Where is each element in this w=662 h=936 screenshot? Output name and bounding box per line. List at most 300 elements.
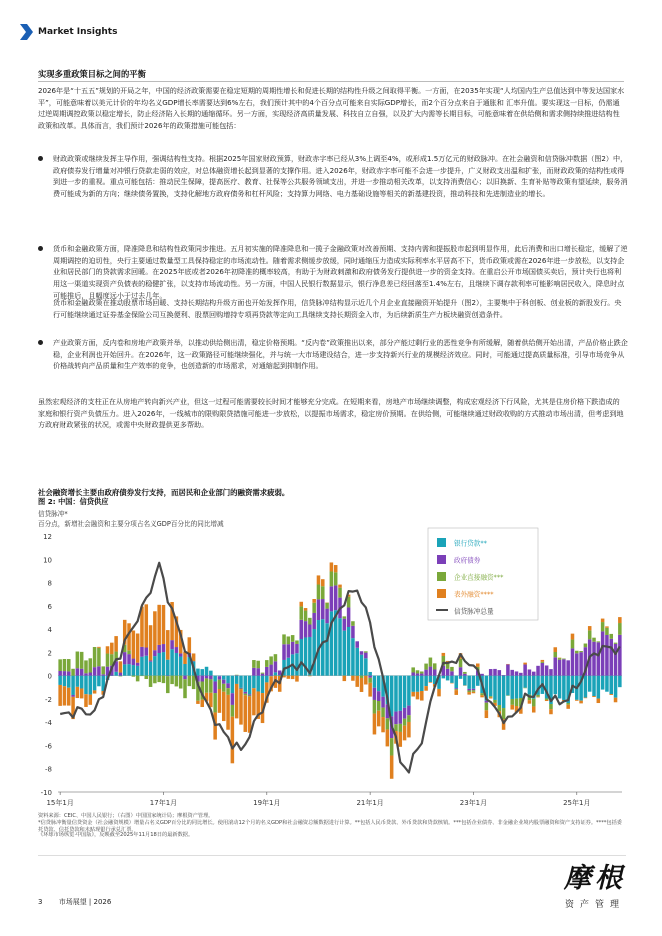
bar-corp [381, 708, 385, 717]
bar-offbs [239, 689, 243, 725]
bar-offbs [407, 722, 411, 737]
bar-offbs [252, 688, 256, 715]
bar-bank [200, 669, 204, 676]
bar-bank [149, 662, 153, 676]
chevron-right-icon [18, 22, 34, 42]
bar-offbs [489, 697, 493, 698]
y-tick-label: 6 [47, 602, 52, 611]
bar-corp [63, 659, 67, 671]
bar-gov [205, 676, 209, 679]
bar-gov [127, 654, 131, 664]
bar-gov [347, 607, 351, 627]
bar-offbs [222, 692, 226, 721]
bar-offbs [106, 646, 110, 653]
bar-bank [554, 676, 558, 695]
bar-corp [459, 659, 463, 667]
bar-offbs [528, 700, 532, 704]
bar-offbs [454, 690, 458, 695]
bar-corp [605, 628, 609, 635]
bar-corp [575, 651, 579, 654]
bar-bank [498, 676, 502, 705]
bar-corp [390, 738, 394, 755]
legend-swatch-offbs [437, 589, 446, 598]
bar-offbs [592, 696, 596, 697]
bar-bank [269, 676, 273, 677]
section-divider [38, 81, 624, 82]
y-tick-label: 12 [43, 533, 52, 541]
bar-bank [222, 676, 226, 680]
bar-gov [381, 697, 385, 708]
bar-corp [231, 705, 235, 717]
bar-corp [618, 623, 622, 635]
bar-corp [312, 603, 316, 613]
bar-gov [446, 669, 450, 676]
bar-offbs [355, 676, 359, 687]
bar-corp [244, 694, 248, 696]
bar-bank [416, 676, 420, 692]
bar-bank [588, 676, 592, 692]
bar-gov [175, 647, 179, 653]
bar-corp [58, 659, 62, 671]
bar-corp [334, 572, 338, 585]
bar-offbs [235, 684, 239, 718]
bar-corp [317, 584, 321, 599]
y-tick-label: 10 [43, 556, 52, 565]
bar-bank [515, 676, 519, 699]
bar-bank [299, 639, 303, 676]
bar-gov [399, 711, 403, 724]
bar-gov [321, 599, 325, 619]
bar-corp [416, 670, 420, 673]
bar-corp [218, 680, 222, 689]
bar-bank [343, 631, 347, 676]
bar-gov [601, 631, 605, 675]
bar-offbs [248, 697, 252, 733]
bar-offbs [317, 575, 321, 584]
bar-corp [549, 704, 553, 709]
bar-bank [360, 655, 364, 676]
bar-offbs [110, 643, 114, 655]
bar-offbs [136, 633, 140, 662]
bar-bank [454, 676, 458, 689]
bar-gov [274, 661, 278, 672]
bar-corp [338, 588, 342, 598]
bar-bank [601, 676, 605, 690]
bar-gov [373, 688, 377, 700]
bar-gov [136, 663, 140, 666]
bar-gov [84, 673, 88, 675]
bar-gov [420, 674, 424, 676]
bar-offbs [63, 686, 67, 705]
bar-offbs [244, 695, 248, 732]
bar-gov [287, 644, 291, 658]
bar-corp [472, 690, 476, 691]
bar-corp [493, 700, 497, 703]
legend-label-pulse: 信贷脉冲总量 [454, 607, 494, 616]
bar-gov [411, 672, 415, 675]
x-tick-label: 19年1月 [253, 799, 281, 807]
bar-offbs [411, 692, 415, 697]
bar-corp [592, 638, 596, 642]
bar-bank [226, 676, 230, 684]
bar-corp [261, 673, 265, 674]
bar-offbs [58, 685, 62, 706]
bullet-text: 产业政策方面，反内卷和房地产政策并举，以推动供给侧出清，稳定价格预期。“反内卷”政策推出以来，部分产能过剩行业的恶性竞争有所缓解，随着供给侧开始出清，产品价格止跌企稳，企业利润也开始回升。在2026年，这一政策路径可能继续强化，并与统一大市场建设结合，进一步支持新兴行业的规模经济效应。同时，可能通过提高质量标准，引导市场竞争从价格战转向产品质量和生产效率的竞争，也创造新的市场需求，对通缩起到抑制作用。 [53, 338, 628, 371]
bar-gov [450, 671, 454, 675]
bar-corp [502, 708, 506, 719]
bar-bank [265, 676, 269, 683]
bar-offbs [429, 682, 433, 683]
bar-corp [226, 688, 230, 695]
bar-bank [614, 676, 618, 698]
bar-corp [299, 606, 303, 619]
bar-offbs [618, 617, 622, 623]
bar-offbs [132, 631, 136, 659]
bar-corp [183, 679, 187, 698]
bar-corp [269, 656, 273, 664]
bar-gov [256, 668, 260, 675]
bar-offbs [584, 698, 588, 699]
bar-gov [429, 667, 433, 676]
bar-corp [274, 654, 278, 661]
bar-gov [261, 674, 265, 676]
bar-bank [256, 676, 260, 692]
bar-bank [170, 649, 174, 675]
bar-bank [295, 653, 299, 675]
bar-bank [450, 676, 454, 683]
bar-gov [472, 689, 476, 690]
bar-gov [325, 609, 329, 624]
bar-gov [355, 641, 359, 648]
bar-offbs [536, 697, 540, 698]
bullet-text: 货币和金融政策方面，降准降息和结构性政策同步推进。五月初实施的降准降息和一揽子金融政策对改善预期、支持内需和提振股市起到明显作用，此后消费和出口增长稳定，缓解了逆周期调控的迫切性，央行主要通过数量型工具保持稳定的市场流动性。随着需求侧缓步放缓，同时通缩压力造成实际利率水平居高不下，货币政策或需在2026年进一步放松，以支持企业和居民部门的贷款需求回暖。在2025年底或者2026年初降准的概率较高，有助于为财政刺激和政府债务发行提供进一步的资金支持。在重启公开市场国债买卖后，预计央行也将利用这一渠道实现资产负债表的稳健扩张，以支持市场流动性。另一方面，中国人民银行数据显示，银行净息差已经回落至1.4%左右，且继续下调存款利率可能影响居民收入，降息时点可能推后，且幅度远小于过去几年。 [53, 244, 628, 300]
bar-offbs [605, 626, 609, 627]
x-tick-label: 25年1月 [563, 799, 591, 807]
bar-gov [407, 706, 411, 716]
bar-gov [575, 653, 579, 675]
bar-corp [213, 693, 217, 712]
bar-gov [63, 671, 67, 676]
chart-unit-line2: 百分点，新增社会融资和主要分项占名义GDP百分比的同比增减 [38, 520, 224, 528]
bar-bank [71, 676, 75, 695]
bar-bank [132, 665, 136, 676]
bar-gov [222, 680, 226, 684]
bar-gov [170, 640, 174, 649]
legend-label-offbs: 表外融资**** [454, 590, 494, 599]
bar-corp [480, 693, 484, 695]
bar-gov [89, 672, 93, 675]
bar-offbs [545, 700, 549, 701]
bar-corp [71, 669, 75, 676]
bar-gov [351, 626, 355, 638]
bar-corp [467, 690, 471, 692]
bar-bank [411, 676, 415, 692]
bar-bank [144, 656, 148, 676]
bar-bank [84, 676, 88, 695]
bar-gov [558, 660, 562, 676]
x-tick-label: 17年1月 [149, 799, 178, 807]
bar-bank [355, 648, 359, 676]
bar-gov [614, 644, 618, 676]
legend-label-gov: 政府债券 [454, 556, 481, 565]
bar-gov [545, 665, 549, 675]
bar-offbs [442, 653, 446, 656]
bar-corp [248, 695, 252, 696]
bullet-text: 财政政策或继续发挥主导作用，强调结构性支持。根据2025年国家财政预算，财政赤字率已经从3%上调至4%，或形成1.5万亿元的财政脉冲。在社会融资和信贷脉冲数据（图2）中，政府债券发行增量对冲银行贷款走弱的效应，对总体融资增长起到显著的支撑作用。进入2026年，财政赤字率可能不会进一步提升，广义财政支出温和扩张，而财政政策的结构性或得到进一步的重视。重点可能包括：推动民生保障，提高医疗、教育、社保等公共服务领域支出，并进一步推动相关改革，以支持消费信心；以旧换新、生育补贴等政策有望延续，服务消费可能成为新的方向；继续债务置换，支持化解地方政府债务和杠杆风险；支持算力网络、电力基础设施等相关的新基建投资，推动科技和先进制造业的增长。 [53, 154, 628, 199]
bar-bank [407, 676, 411, 706]
bar-corp [343, 616, 347, 618]
bar-offbs [609, 694, 613, 695]
y-tick-label: 2 [47, 649, 52, 658]
bar-bank [364, 658, 368, 675]
legend-label-bank: 银行贷款** [454, 539, 487, 548]
publication-note: 《环球市场纵览·中国版》，反映截至2025年11月18日的最新数据。 [38, 832, 194, 838]
header [18, 22, 117, 42]
bar-corp [304, 611, 308, 622]
bar-corp [601, 622, 605, 631]
bar-corp [222, 684, 226, 692]
y-tick-label: 0 [47, 672, 52, 681]
bar-gov [454, 688, 458, 689]
bar-bank [510, 676, 514, 699]
bar-bank [338, 618, 342, 675]
bar-offbs [157, 605, 161, 645]
bar-corp [67, 659, 71, 671]
bar-corp [84, 660, 88, 673]
bar-corp [93, 647, 97, 667]
bar-bank [403, 676, 407, 708]
chart-unit-line1: 信贷脉冲* [38, 510, 68, 518]
bar-offbs [188, 637, 192, 653]
bar-corp [545, 698, 549, 699]
bar-offbs [601, 619, 605, 623]
bar-gov [252, 668, 256, 676]
bar-bank [252, 676, 256, 689]
bar-offbs [360, 678, 364, 692]
y-tick-label: -2 [45, 695, 52, 704]
bar-offbs [351, 676, 355, 681]
bar-offbs [588, 626, 592, 630]
bar-offbs [144, 604, 148, 647]
bar-corp [571, 640, 575, 649]
bar-bank [562, 676, 566, 700]
bar-offbs [312, 599, 316, 603]
bar-gov [368, 676, 372, 678]
bar-gov [71, 695, 75, 697]
bar-corp [360, 676, 364, 678]
bar-bank [114, 672, 118, 676]
legend-swatch-corp [437, 572, 446, 581]
bar-offbs [343, 676, 347, 681]
chart-heading: 社会融资增长主要由政府债券发行支持，而居民和企业部门的融资需求疲弱。 [38, 488, 290, 497]
bar-bank [80, 676, 84, 689]
bar-gov [162, 644, 166, 652]
header-title: Market Insights [38, 27, 118, 37]
bar-corp [175, 676, 179, 687]
bar-bank [89, 676, 93, 695]
bar-bank [368, 672, 372, 676]
bar-gov [278, 670, 282, 675]
x-tick-label: 21年1月 [356, 799, 384, 807]
bar-bank [235, 676, 239, 684]
bar-bank [67, 676, 71, 688]
bar-corp [541, 662, 545, 663]
bar-gov [67, 671, 71, 675]
bar-bank [261, 676, 265, 693]
bar-corp [205, 678, 209, 692]
bar-offbs [89, 695, 93, 705]
bar-offbs [209, 693, 213, 707]
bar-offbs [575, 700, 579, 701]
bar-bank [157, 653, 161, 676]
bar-offbs [226, 695, 230, 730]
bar-corp [136, 676, 140, 682]
bar-offbs [554, 647, 558, 652]
bar-gov [502, 675, 506, 676]
bar-gov [605, 635, 609, 676]
definition-note: *信贷脉冲衡量信贷资金（社会融资规模）增量占名义GDP百分比的同比增长。使用滚动12个月的名义GDP和社会融资总额数据进行计算。**包括人民币贷款、外币贷款和贷款核销。***包括企业债券、非金融企业境内股票融资和资产支持证券。****包括委托贷款、信托贷款和未贴现银行承兑汇票。 [38, 820, 622, 834]
bar-corp [97, 648, 101, 666]
bar-bank [213, 676, 217, 682]
bar-bank [420, 676, 424, 691]
bar-corp [209, 679, 213, 692]
bar-corp [166, 676, 170, 693]
bar-gov [609, 639, 613, 676]
bar-bank [93, 676, 97, 691]
bar-offbs [67, 688, 71, 706]
credit-pulse-chart [30, 526, 630, 812]
bar-bank [472, 676, 476, 689]
bar-corp [485, 703, 489, 711]
bar-corp [463, 672, 467, 674]
bar-offbs [597, 699, 601, 703]
bar-corp [153, 676, 157, 684]
bar-bank [493, 676, 497, 700]
bar-corp [368, 678, 372, 683]
monetary-extra-paragraph: 货币和金融政策在推动股票市场回暖、支持长期结构升级方面也开始发挥作用，信贷脉冲结构显示近几个月企业直接融资开始提升（图2），主要集中于科创板、创业板的新股发行。央行可能继续通过证券基金保险公司互换便利、股票回购增持专项再贷款等定向工具继续支持长期资金入市，为后续新质生产力板块融资创造条件。 [53, 298, 622, 319]
bar-bank [179, 657, 183, 676]
bar-gov [213, 681, 217, 693]
bar-bank [442, 676, 446, 679]
bar-gov [459, 667, 463, 675]
bar-gov [498, 670, 502, 676]
bar-bank [558, 676, 562, 699]
bar-corp [89, 658, 93, 672]
bar-gov [523, 664, 527, 675]
bar-offbs [485, 710, 489, 718]
footer [38, 897, 111, 907]
bar-offbs [399, 732, 403, 747]
intro-paragraph: 2026年是“十五五”规划的开局之年，中国的经济政策需要在稳定短期的周期性增长和促进长期的结构性升级之间取得平衡。一方面，在2035年实现“人均国内生产总值达到中等发达国家水平”，可能意味着以美元计价的年均名义GDP增长率需要达到6%左右，我们预计其中的4个百分点可能来自实际GDP增长，而2个百分点来自于通胀和 汇率升值。要实现这一目标，仍需通过逆周期调控政策以稳定增长，防止经济陷入长期的通缩循环。另一方面，实现经济高质量发展、科技自立自强，以及扩大内需等长期目标，可能意味着在供给侧和需求侧持续推进结构性政策和改革。具体而言，我们预计2026年的政策措施可能包括： [38, 86, 625, 131]
bar-bank [351, 638, 355, 676]
bar-gov [541, 663, 545, 676]
bar-corp [256, 661, 260, 668]
bar-gov [179, 653, 183, 656]
bar-gov [360, 651, 364, 654]
bar-gov [312, 613, 316, 629]
y-tick-label: 4 [47, 626, 52, 635]
bar-offbs [231, 717, 235, 764]
bar-gov [209, 676, 213, 680]
bar-offbs [480, 695, 484, 697]
bar-corp [614, 643, 618, 644]
bar-gov [200, 676, 204, 682]
bar-corp [162, 676, 166, 683]
bar-offbs [321, 579, 325, 586]
bar-corp [558, 658, 562, 660]
bar-corp [420, 671, 424, 673]
y-tick-label: -4 [45, 719, 52, 728]
bar-offbs [467, 692, 471, 695]
bar-gov [506, 664, 510, 675]
bar-corp [157, 676, 161, 682]
bar-bank [584, 676, 588, 698]
bar-corp [554, 652, 558, 657]
bar-corp [179, 676, 183, 689]
bar-gov [562, 659, 566, 675]
footer-divider [38, 855, 626, 856]
bar-offbs [308, 676, 312, 677]
bar-gov [528, 669, 532, 675]
bar-bank [506, 676, 510, 696]
bar-gov [153, 650, 157, 656]
bar-offbs [416, 692, 420, 700]
bar-offbs [377, 711, 381, 727]
bar-corp [424, 664, 428, 670]
bar-bank [618, 676, 622, 688]
bar-gov [377, 691, 381, 701]
y-tick-label: -10 [40, 789, 52, 797]
bar-bank [153, 656, 157, 676]
bar-offbs [566, 705, 570, 709]
bar-gov [226, 683, 230, 688]
section-title: 实现多重政策目标之间的平衡 [38, 69, 146, 79]
bar-offbs [549, 709, 553, 714]
bar-corp [252, 660, 256, 668]
bar-offbs [571, 634, 575, 640]
bar-corp [454, 689, 458, 690]
bar-gov [463, 674, 467, 676]
bullet-icon [38, 246, 43, 251]
bar-corp [132, 676, 136, 677]
bar-bank [489, 676, 493, 697]
bar-bank [183, 664, 187, 676]
logo-text: 摩根 [564, 863, 626, 894]
bar-corp [562, 659, 566, 660]
bar-corp [325, 603, 329, 609]
bar-corp [433, 663, 437, 669]
bar-offbs [338, 585, 342, 588]
bar-offbs [76, 687, 80, 698]
bar-gov [480, 674, 484, 676]
x-tick-label: 15年1月 [46, 799, 74, 807]
bar-corp [450, 667, 454, 671]
bar-bank [218, 676, 222, 677]
bar-offbs [299, 602, 303, 607]
bar-gov [123, 652, 127, 664]
bar-bank [274, 672, 278, 675]
bar-bank [76, 676, 80, 687]
bar-gov [549, 669, 553, 676]
bar-gov [97, 666, 101, 675]
bar-corp [188, 676, 192, 686]
bar-offbs [304, 608, 308, 611]
bar-corp [287, 636, 291, 644]
bar-gov [330, 586, 334, 611]
bar-offbs [334, 565, 338, 572]
bar-gov [566, 660, 570, 675]
bar-corp [295, 640, 299, 643]
